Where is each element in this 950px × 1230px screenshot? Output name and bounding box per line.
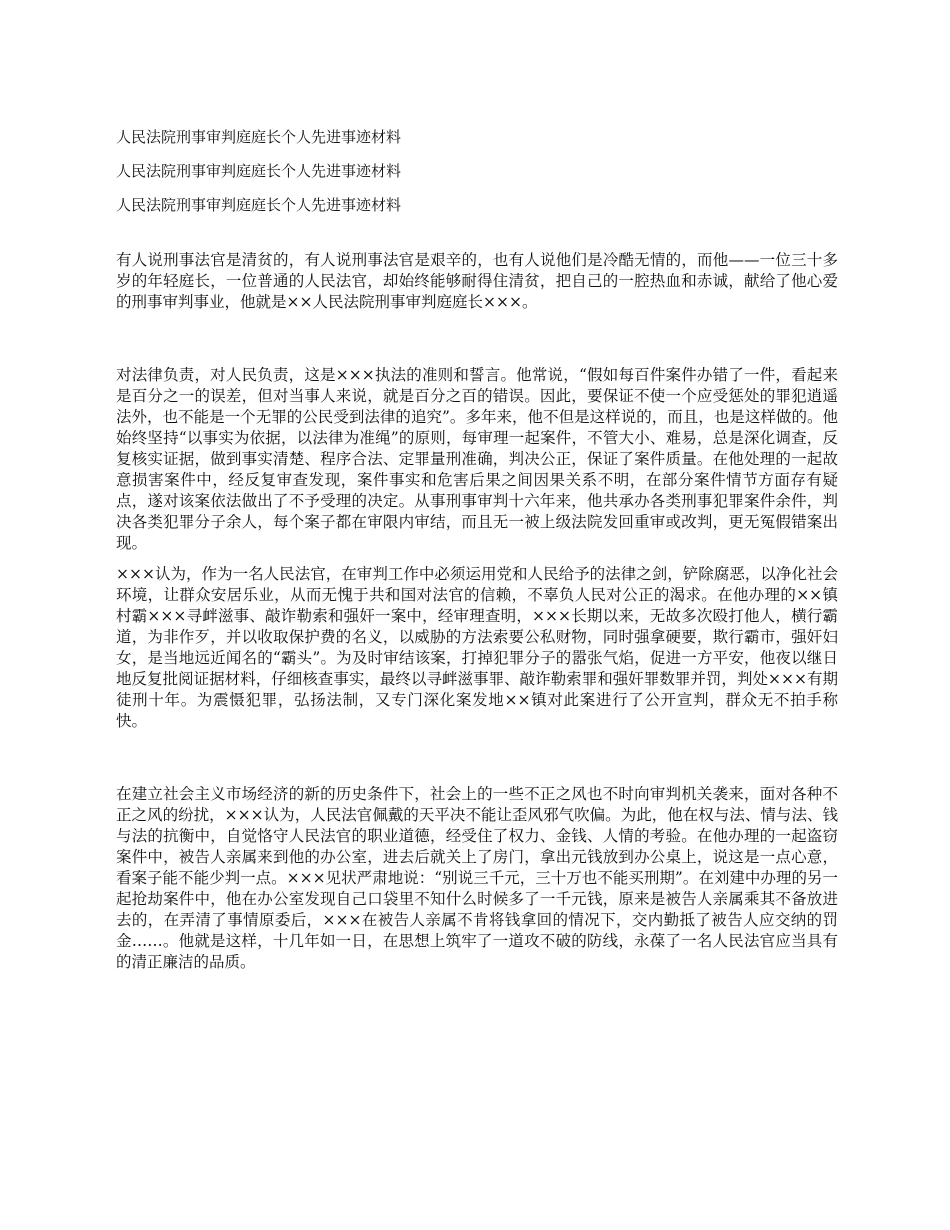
paragraph: 在建立社会主义市场经济的新的历史条件下，社会上的一些不正之风也不时向审判机关袭来，面对各种不正之风的纷扰，×××认为，人民法官佩戴的天平决不能让歪风邪气吹偏。为此，他在权与法、情与法、钱与法的抗衡中，自觉恪守人民法官的职业道德，经受住了权力、金钱、人情的考验。在他办理的一起盗窃案件中，被告人亲属来到他的办公室，进去后就关上了房门，拿出元钱放到办公桌上，说这是一点心意，看案子能不能少判一点。×××见状严肃地说：“别说三千元，三十万也不能买刑期”。在刘建中办理的另一起抢劫案件中，他在办公室发现自己口袋里不知什么时候多了一千元钱，原来是被告人亲属乘其不备放进去的，在弄清了事情原委后，×××在被告人亲属不肯将钱拿回的情况下，交内勤抵了被告人应交纳的罚金……。他就是这样，十几年如一日，在思想上筑牢了一道攻不破的防线，永葆了一名人民法官应当具有的清正廉洁的品质。 xyxy=(116,785,838,971)
title-block xyxy=(116,126,838,216)
document-title: 人民法院刑事审判庭庭长个人先进事迹材料 xyxy=(116,128,402,146)
paragraph: 有人说刑事法官是清贫的，有人说刑事法官是艰辛的，也有人说他们是冷酷无情的，而他——一位三十多岁的年轻庭长，一位普通的人民法官，却始终能够耐得住清贫，把自己的一腔热血和赤诚，献给了他心爱的刑事审判事业，他就是××人民法院刑事审判庭庭长×××。 xyxy=(116,251,838,311)
paragraph-gap xyxy=(116,554,838,564)
document-body xyxy=(116,126,838,973)
paragraph: ×××认为，作为一名人民法官，在审判工作中必须运用党和人民给予的法律之剑，铲除腐恶，以净化社会环境，让群众安居乐业，从而无愧于共和国对法官的信赖，不辜负人民对公正的渴求。在他办理的××镇村霸×××寻衅滋事、敲诈勒索和强奸一案中，经审理查明，×××长期以来，无故多次殴打他人，横行霸道，为非作歹，并以收取保护费的名义，以威胁的方法索要公私财物，同时强拿硬要，欺行霸市，强奸妇女，是当地远近闻名的“霸头”。为及时审结该案，打掉犯罪分子的嚣张气焰，促进一方平安，他夜以继日地反复批阅证据材料，仔细核查事实，最终以寻衅滋事罪、敲诈勒索罪和强奸罪数罪并罚，判处×××有期徒刑十年。为震慑犯罪，弘扬法制，又专门深化案发地××镇对此案进行了公开宣判，群众无不拍手称快。 xyxy=(116,565,838,730)
document-title: 人民法院刑事审判庭庭长个人先进事迹材料 xyxy=(116,196,402,214)
document-title: 人民法院刑事审判庭庭长个人先进事迹材料 xyxy=(116,162,402,180)
paragraph-gap xyxy=(116,732,838,784)
paragraph: 对法律负责，对人民负责，这是×××执法的准则和誓言。他常说，“假如每百件案件办错了一件，看起来是百分之一的误差，但对当事人来说，就是百分之百的错误。因此，要保证不使一个应受惩处的罪犯逍遥法外，也不能是一个无罪的公民受到法律的追究”。多年来，他不但是这样说的，而且，也是这样做的。他始终坚持“以事实为依据，以法律为准绳”的原则，每审理一起案件，不管大小、难易，总是深化调查，反复核实证据，做到事实清楚、程序合法、定罪量刑准确，判决公正，保证了案件质量。在他处理的一起故意损害案件中，经反复审查发现，案件事实和危害后果之间因果关系不明，在部分案件情节方面存有疑点，遂对该案依法做出了不予受理的决定。从事刑事审判十六年来，他共承办各类刑事犯罪案件余件，判决各类犯罪分子余人，每个案子都在审限内审结，而且无一被上级法院发回重审或改判，更无冤假错案出现。 xyxy=(116,366,838,552)
paragraph-gap xyxy=(116,313,838,365)
